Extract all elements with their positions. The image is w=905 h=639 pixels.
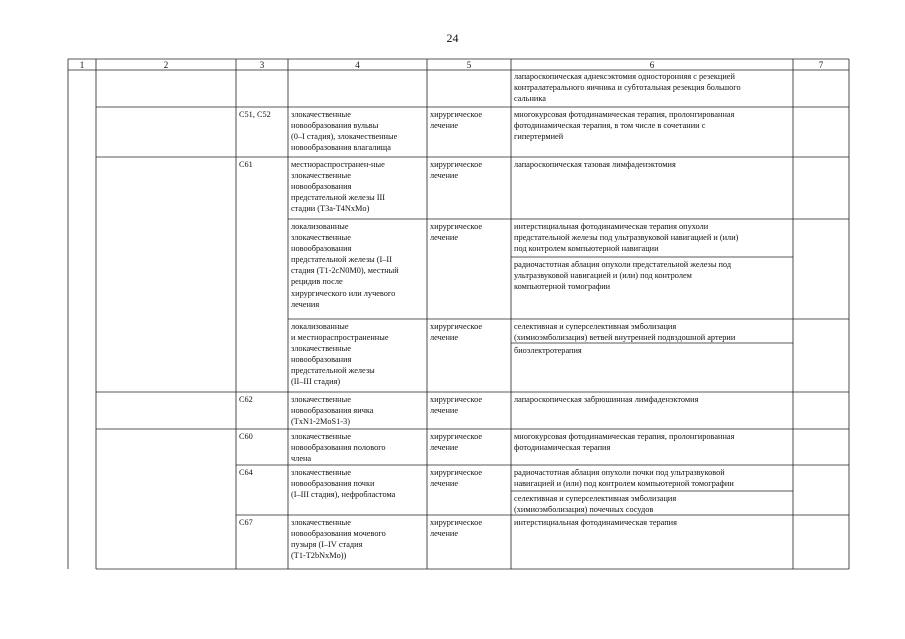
code-cell: C64 bbox=[239, 468, 253, 477]
header-col-5: 5 bbox=[466, 60, 472, 70]
method-cell: интерстициальная фотодинамическая терапия bbox=[514, 518, 677, 527]
treatment-cell: хирургическое лечение bbox=[430, 468, 483, 489]
header-col-6: 6 bbox=[649, 60, 655, 70]
method-cell: селективная и суперселективная эмболизация (химиоэмболизация) ветвей внутренней подвздошной артерии bbox=[514, 322, 736, 343]
method-cell: лапароскопическая забрюшинная лимфаденэктомия bbox=[514, 395, 699, 404]
treatment-cell: хирургическое лечение bbox=[430, 222, 483, 243]
diagnosis-cell: злокачественные новообразования полового члена bbox=[291, 432, 386, 464]
header-col-7: 7 bbox=[818, 60, 824, 70]
header-col-2: 2 bbox=[163, 60, 169, 70]
code-cell: C67 bbox=[239, 518, 253, 527]
page-number: 24 bbox=[446, 31, 459, 45]
treatment-cell: хирургическое лечение bbox=[430, 322, 483, 343]
method-cell: биоэлектротерапия bbox=[514, 346, 582, 355]
code-cell: C60 bbox=[239, 432, 253, 441]
diagnosis-cell: злокачественные новообразования мочевого пузыря (I–IV стадия (T1-T2bNxMo)) bbox=[291, 518, 386, 561]
treatment-cell: хирургическое лечение bbox=[430, 518, 483, 539]
treatment-cell: хирургическое лечение bbox=[430, 160, 483, 181]
diagnosis-cell: злокачественные новообразования вульвы (0–I стадия), злокачественные новообразования влагалища bbox=[291, 110, 398, 153]
method-cell: интерстициальная фотодинамическая терапия опухоли предстательной железы под ультразвуковой навигацией и (или) под контролем компьютерной навигации bbox=[514, 222, 739, 254]
method-cell: лапароскопическая аднексэктомия односторонняя с резекцией контралатерального яичника и субтотальная резекция большого сальника bbox=[514, 72, 741, 104]
method-cell: многокурсовая фотодинамическая терапия, пролонгированная фотодинамическая терапия bbox=[514, 432, 735, 453]
diagnosis-cell: локализованные злокачественные новообразования предстательной железы (I–II стадия (T1-2cN0M0), местный рецидив после хирургического или лучевого лечения bbox=[291, 222, 399, 309]
method-cell: многокурсовая фотодинамическая терапия, пролонгированная фотодинамическая терапия, в том числе в сочетании с гипертермией bbox=[514, 110, 735, 142]
diagnosis-cell: злокачественные новообразования яичка (TxN1-2MoS1-3) bbox=[291, 395, 374, 427]
header-col-3: 3 bbox=[259, 60, 265, 70]
code-cell: C62 bbox=[239, 395, 253, 404]
method-cell: радиочастотная аблация опухоли предстательной железы под ультразвуковой навигацией и (или) под контролем компьютерной томографии bbox=[514, 260, 732, 292]
header-col-1: 1 bbox=[79, 60, 85, 70]
code-cell: C61 bbox=[239, 160, 253, 169]
diagnosis-cell: местнораспространен-ные злокачественные новообразования предстательной железы III стадии (T3a-T4NxMo) bbox=[291, 160, 386, 214]
treatment-cell: хирургическое лечение bbox=[430, 432, 483, 453]
treatment-cell: хирургическое лечение bbox=[430, 110, 483, 131]
diagnosis-cell: локализованные и местнораспространенные злокачественные новообразования предстательной железы (II–III стадия) bbox=[291, 322, 389, 387]
method-cell: селективная и суперселективная эмболизация (химиоэмболизация) почечных сосудов bbox=[514, 494, 677, 515]
method-cell: лапароскопическая тазовая лимфаденэктомия bbox=[514, 160, 676, 169]
method-cell: радиочастотная аблация опухоли почки под ультразвуковой навигацией и (или) под контролем компьютерной томографии bbox=[514, 468, 734, 489]
treatment-cell: хирургическое лечение bbox=[430, 395, 483, 416]
code-cell: C51, C52 bbox=[239, 110, 271, 119]
diagnosis-cell: злокачественные новообразования почки (I–III стадия), нефробластома bbox=[291, 468, 396, 500]
header-col-4: 4 bbox=[355, 60, 360, 70]
